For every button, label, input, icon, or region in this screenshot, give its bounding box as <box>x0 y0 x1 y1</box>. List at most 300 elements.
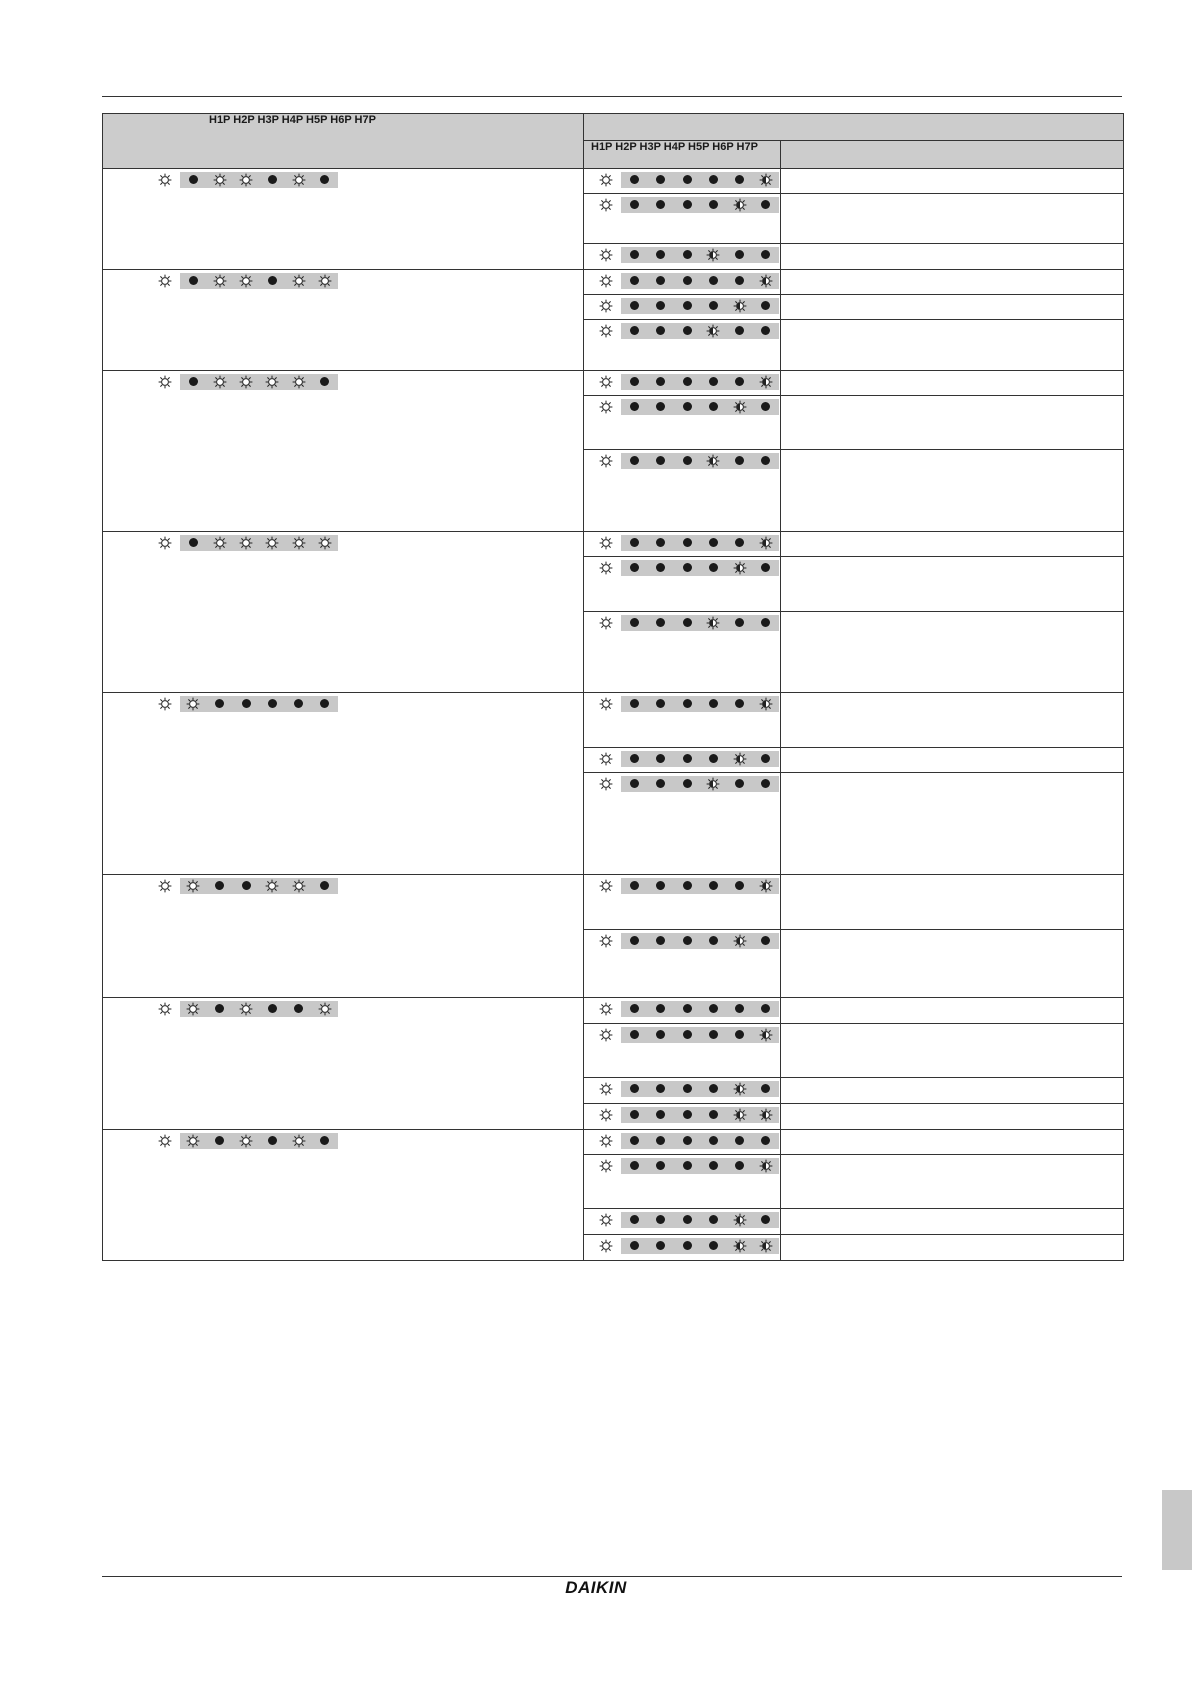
led-off-icon <box>656 1030 665 1039</box>
led-blinking-icon <box>759 375 773 389</box>
led-off-icon <box>683 301 692 310</box>
led-off-icon <box>735 250 744 259</box>
led-h7p <box>753 273 779 289</box>
led-h2p <box>621 374 647 390</box>
detail-led-indicator <box>593 559 780 576</box>
description-cell <box>781 693 1124 748</box>
detail-led-cell <box>584 612 781 693</box>
led-blinking-icon <box>759 1159 773 1173</box>
led-off-icon <box>683 1241 692 1250</box>
led-h3p <box>648 933 674 949</box>
led-h7p <box>753 776 779 792</box>
led-h4p <box>233 878 259 894</box>
led-h3p <box>648 1001 674 1017</box>
description-cell <box>781 194 1124 244</box>
led-off-icon <box>761 250 770 259</box>
led-off-icon <box>630 1030 639 1039</box>
led-h4p <box>674 751 700 767</box>
led-h7p <box>753 1027 779 1043</box>
led-on-icon <box>599 1134 613 1148</box>
led-blinking-icon <box>759 697 773 711</box>
led-off-icon <box>709 1110 718 1119</box>
led-labels-header: H1P H2P H3P H4P H5P H6P H7P <box>209 114 376 126</box>
led-on-icon <box>213 536 227 550</box>
description-cell <box>781 371 1124 396</box>
led-h4p <box>674 776 700 792</box>
led-h3p <box>648 1027 674 1043</box>
led-on-icon <box>599 697 613 711</box>
led-off-icon <box>630 563 639 572</box>
led-h2p <box>180 1001 206 1017</box>
led-off-icon <box>294 699 303 708</box>
table-row <box>103 998 1124 1024</box>
led-h7p <box>753 1107 779 1123</box>
detail-led-cell <box>584 1078 781 1104</box>
chapter-tab <box>1162 1490 1192 1570</box>
led-blinking-icon <box>733 752 747 766</box>
malfunction-cell <box>103 169 584 270</box>
led-h6p <box>285 878 311 894</box>
led-h1p <box>152 535 178 551</box>
led-h2p <box>621 1027 647 1043</box>
led-on-icon <box>239 1002 253 1016</box>
led-h4p <box>233 273 259 289</box>
detail-led-indicator <box>593 1237 780 1254</box>
table-row <box>103 169 1124 194</box>
led-h4p <box>674 374 700 390</box>
led-h1p <box>593 1027 619 1043</box>
led-off-icon <box>656 881 665 890</box>
column-header-detail-leds <box>584 141 781 169</box>
led-h3p <box>648 535 674 551</box>
led-off-icon <box>656 538 665 547</box>
led-off-icon <box>761 779 770 788</box>
led-h5p <box>700 751 726 767</box>
led-blinking-icon <box>759 274 773 288</box>
led-h7p <box>753 751 779 767</box>
led-off-icon <box>683 402 692 411</box>
led-h7p <box>753 535 779 551</box>
detail-led-cell <box>584 450 781 532</box>
led-off-icon <box>630 250 639 259</box>
led-h4p <box>674 1133 700 1149</box>
led-h6p <box>726 323 752 339</box>
led-h3p <box>207 1001 233 1017</box>
led-h5p <box>700 323 726 339</box>
led-h5p <box>700 696 726 712</box>
led-h5p <box>700 1212 726 1228</box>
led-on-icon <box>599 198 613 212</box>
led-on-icon <box>292 536 306 550</box>
led-blinking-icon <box>759 1108 773 1122</box>
led-blinking-icon <box>733 1213 747 1227</box>
led-off-icon <box>189 175 198 184</box>
led-h2p <box>621 399 647 415</box>
detail-led-cell <box>584 396 781 450</box>
led-h4p <box>674 1027 700 1043</box>
led-h7p <box>753 933 779 949</box>
led-h3p <box>648 197 674 213</box>
led-h6p <box>726 878 752 894</box>
led-off-icon <box>630 326 639 335</box>
led-off-icon <box>683 1161 692 1170</box>
led-off-icon <box>761 326 770 335</box>
led-off-icon <box>683 1004 692 1013</box>
led-off-icon <box>761 618 770 627</box>
led-h6p <box>726 933 752 949</box>
led-blinking-icon <box>759 1028 773 1042</box>
led-h7p <box>312 374 338 390</box>
led-h5p <box>700 1133 726 1149</box>
led-h2p <box>621 453 647 469</box>
detail-led-cell <box>584 371 781 396</box>
led-blinking-icon <box>733 1108 747 1122</box>
led-off-icon <box>735 1004 744 1013</box>
led-h7p <box>312 878 338 894</box>
malfunction-led-indicator <box>152 171 583 188</box>
led-h7p <box>753 298 779 314</box>
detail-led-indicator <box>593 614 780 631</box>
led-off-icon <box>656 301 665 310</box>
led-h1p <box>152 273 178 289</box>
led-h7p <box>312 273 338 289</box>
table-row <box>103 371 1124 396</box>
led-h5p <box>700 776 726 792</box>
led-off-icon <box>656 779 665 788</box>
led-on-icon <box>213 375 227 389</box>
led-blinking-icon <box>733 1239 747 1253</box>
led-h4p <box>674 1238 700 1254</box>
led-on-icon <box>292 173 306 187</box>
led-off-icon <box>656 402 665 411</box>
led-blinking-icon <box>759 1239 773 1253</box>
led-h5p <box>700 399 726 415</box>
led-h6p <box>285 1133 311 1149</box>
led-off-icon <box>709 754 718 763</box>
detail-led-indicator <box>593 932 780 949</box>
led-off-icon <box>683 456 692 465</box>
malfunction-cell <box>103 875 584 998</box>
led-on-icon <box>292 879 306 893</box>
led-blinking-icon <box>706 248 720 262</box>
led-off-icon <box>630 175 639 184</box>
led-h6p <box>726 273 752 289</box>
malfunction-led-indicator <box>152 272 583 289</box>
detail-led-indicator <box>593 196 780 213</box>
led-h5p <box>700 878 726 894</box>
led-h6p <box>285 374 311 390</box>
detail-led-cell <box>584 748 781 773</box>
detail-led-indicator <box>593 775 780 792</box>
led-h2p <box>621 1107 647 1123</box>
led-h3p <box>648 1133 674 1149</box>
led-off-icon <box>630 881 639 890</box>
led-h2p <box>180 878 206 894</box>
led-h4p <box>674 323 700 339</box>
led-off-icon <box>709 276 718 285</box>
description-cell <box>781 1235 1124 1261</box>
led-off-icon <box>656 200 665 209</box>
led-h2p <box>621 172 647 188</box>
led-h7p <box>753 1238 779 1254</box>
led-h1p <box>593 1001 619 1017</box>
led-on-icon <box>158 274 172 288</box>
led-h6p <box>726 1212 752 1228</box>
led-on-icon <box>599 934 613 948</box>
led-off-icon <box>268 1004 277 1013</box>
led-off-icon <box>630 1161 639 1170</box>
led-h3p <box>648 751 674 767</box>
led-labels-subheader: H1P H2P H3P H4P H5P H6P H7P <box>591 141 758 153</box>
detail-led-indicator <box>593 246 780 263</box>
detail-led-cell <box>584 1235 781 1261</box>
led-off-icon <box>630 618 639 627</box>
description-cell <box>781 1130 1124 1155</box>
led-h2p <box>621 1081 647 1097</box>
led-h5p <box>259 878 285 894</box>
detail-led-indicator <box>593 695 780 712</box>
led-off-icon <box>683 779 692 788</box>
led-on-icon <box>599 1239 613 1253</box>
led-blinking-icon <box>706 777 720 791</box>
detail-led-indicator <box>593 1026 780 1043</box>
malfunction-led-indicator <box>152 1132 583 1149</box>
led-h6p <box>726 751 752 767</box>
led-off-icon <box>215 699 224 708</box>
led-h4p <box>674 1001 700 1017</box>
led-off-icon <box>320 699 329 708</box>
led-h1p <box>593 197 619 213</box>
led-h1p <box>593 535 619 551</box>
detail-led-indicator <box>593 1132 780 1149</box>
led-blinking-icon <box>706 616 720 630</box>
led-h6p <box>726 560 752 576</box>
led-on-icon <box>265 879 279 893</box>
detail-led-cell <box>584 693 781 748</box>
led-h5p <box>700 1238 726 1254</box>
led-off-icon <box>709 1030 718 1039</box>
led-on-icon <box>599 400 613 414</box>
led-h1p <box>593 453 619 469</box>
led-h2p <box>621 535 647 551</box>
led-h1p <box>593 696 619 712</box>
led-off-icon <box>761 200 770 209</box>
led-h6p <box>726 1107 752 1123</box>
led-h7p <box>312 172 338 188</box>
led-on-icon <box>318 274 332 288</box>
led-h5p <box>700 933 726 949</box>
led-off-icon <box>320 1136 329 1145</box>
led-h6p <box>726 535 752 551</box>
led-h1p <box>152 696 178 712</box>
led-off-icon <box>320 881 329 890</box>
description-cell <box>781 169 1124 194</box>
led-h3p <box>207 878 233 894</box>
led-h5p <box>700 273 726 289</box>
led-h6p <box>726 1133 752 1149</box>
detail-led-indicator <box>593 373 780 390</box>
table-row <box>103 270 1124 295</box>
detail-led-indicator <box>593 750 780 767</box>
led-off-icon <box>735 175 744 184</box>
led-h1p <box>593 172 619 188</box>
led-off-icon <box>761 456 770 465</box>
led-on-icon <box>599 879 613 893</box>
led-h2p <box>180 535 206 551</box>
led-off-icon <box>268 175 277 184</box>
led-off-icon <box>656 276 665 285</box>
led-h5p <box>700 298 726 314</box>
led-off-icon <box>761 936 770 945</box>
led-on-icon <box>599 274 613 288</box>
detail-led-indicator <box>593 877 780 894</box>
led-h4p <box>674 535 700 551</box>
led-off-icon <box>735 538 744 547</box>
led-h7p <box>753 323 779 339</box>
led-h4p <box>233 172 259 188</box>
led-on-icon <box>318 536 332 550</box>
led-off-icon <box>630 779 639 788</box>
led-h5p <box>700 247 726 263</box>
led-h6p <box>726 172 752 188</box>
led-h6p <box>726 696 752 712</box>
led-on-icon <box>599 1082 613 1096</box>
led-h2p <box>621 298 647 314</box>
led-h3p <box>648 776 674 792</box>
led-h4p <box>674 1212 700 1228</box>
led-h5p <box>700 374 726 390</box>
led-off-icon <box>761 1004 770 1013</box>
led-h7p <box>753 1158 779 1174</box>
led-h2p <box>621 560 647 576</box>
led-h4p <box>233 535 259 551</box>
led-h1p <box>152 374 178 390</box>
led-off-icon <box>735 881 744 890</box>
description-cell <box>781 748 1124 773</box>
led-off-icon <box>735 276 744 285</box>
led-h4p <box>674 453 700 469</box>
led-off-icon <box>656 1161 665 1170</box>
led-h4p <box>233 1133 259 1149</box>
led-off-icon <box>683 1084 692 1093</box>
led-h3p <box>648 1212 674 1228</box>
led-on-icon <box>599 616 613 630</box>
led-on-icon <box>599 752 613 766</box>
led-h6p <box>726 1081 752 1097</box>
led-off-icon <box>683 175 692 184</box>
detail-led-cell <box>584 773 781 875</box>
detail-led-indicator <box>593 534 780 551</box>
led-on-icon <box>158 1002 172 1016</box>
led-off-icon <box>683 200 692 209</box>
led-h5p <box>259 273 285 289</box>
led-off-icon <box>735 618 744 627</box>
led-h2p <box>621 696 647 712</box>
led-off-icon <box>683 881 692 890</box>
led-h3p <box>648 1081 674 1097</box>
led-off-icon <box>656 699 665 708</box>
led-off-icon <box>320 175 329 184</box>
led-on-icon <box>599 536 613 550</box>
led-h1p <box>593 1133 619 1149</box>
led-on-icon <box>599 1028 613 1042</box>
led-on-icon <box>158 536 172 550</box>
led-off-icon <box>683 699 692 708</box>
led-h4p <box>674 696 700 712</box>
led-h2p <box>621 1133 647 1149</box>
led-on-icon <box>213 274 227 288</box>
led-on-icon <box>599 561 613 575</box>
column-header-detail <box>584 114 1124 141</box>
led-h2p <box>621 878 647 894</box>
led-h6p <box>726 1238 752 1254</box>
led-h3p <box>207 374 233 390</box>
description-cell <box>781 396 1124 450</box>
led-on-icon <box>292 274 306 288</box>
malfunction-led-indicator <box>152 877 583 894</box>
led-h4p <box>674 273 700 289</box>
description-cell <box>781 244 1124 270</box>
led-on-icon <box>239 375 253 389</box>
detail-led-cell <box>584 875 781 930</box>
table-row <box>103 875 1124 930</box>
description-cell <box>781 1104 1124 1130</box>
led-h1p <box>152 878 178 894</box>
led-blinking-icon <box>733 400 747 414</box>
detail-led-cell <box>584 1155 781 1209</box>
led-off-icon <box>630 1004 639 1013</box>
malfunction-cell <box>103 693 584 875</box>
led-h1p <box>593 1158 619 1174</box>
led-off-icon <box>709 175 718 184</box>
detail-led-indicator <box>593 171 780 188</box>
detail-led-cell <box>584 557 781 612</box>
led-off-icon <box>294 1004 303 1013</box>
led-h1p <box>593 1212 619 1228</box>
led-h2p <box>621 1158 647 1174</box>
led-off-icon <box>630 456 639 465</box>
led-on-icon <box>292 375 306 389</box>
led-h2p <box>621 1212 647 1228</box>
led-h2p <box>621 197 647 213</box>
led-h4p <box>674 933 700 949</box>
led-h3p <box>207 535 233 551</box>
led-h7p <box>312 1001 338 1017</box>
led-off-icon <box>735 699 744 708</box>
led-off-icon <box>735 456 744 465</box>
led-off-icon <box>656 1084 665 1093</box>
detail-led-indicator <box>593 398 780 415</box>
led-off-icon <box>683 326 692 335</box>
led-h7p <box>753 615 779 631</box>
led-h4p <box>674 1158 700 1174</box>
led-h4p <box>674 197 700 213</box>
malfunction-led-indicator <box>152 534 583 551</box>
led-h6p <box>285 1001 311 1017</box>
led-h1p <box>593 776 619 792</box>
detail-led-cell <box>584 244 781 270</box>
led-h2p <box>621 933 647 949</box>
led-off-icon <box>761 563 770 572</box>
led-off-icon <box>630 1084 639 1093</box>
led-blinking-icon <box>706 454 720 468</box>
led-h2p <box>621 247 647 263</box>
led-h6p <box>726 1158 752 1174</box>
led-off-icon <box>656 377 665 386</box>
led-h2p <box>180 696 206 712</box>
led-h1p <box>152 1133 178 1149</box>
led-on-icon <box>599 777 613 791</box>
